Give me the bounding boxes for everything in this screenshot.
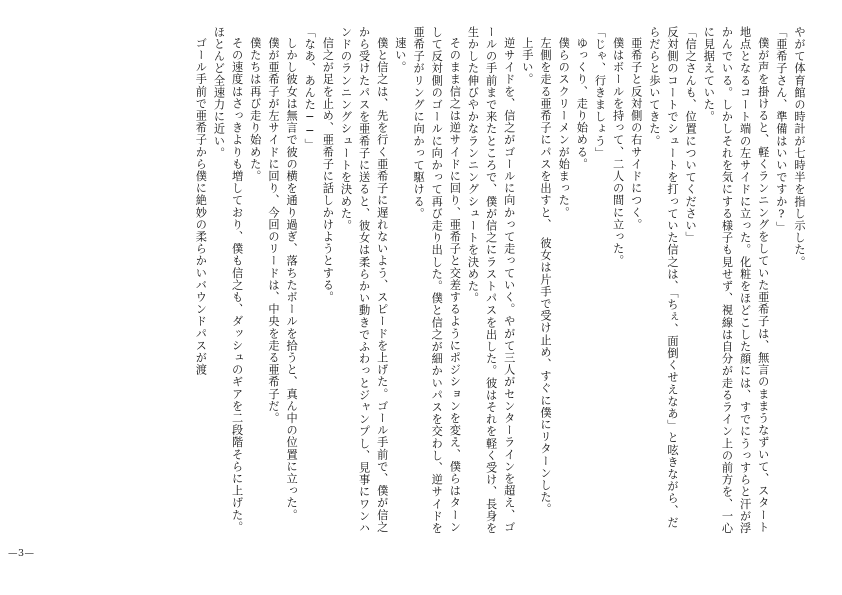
- paragraph: 「亜希子さん、準備はいいですか?」: [774, 26, 788, 234]
- paragraph: 僕が亜希子が左サイドに回り、今回のリードは、中央を走る亜希子だ。: [266, 37, 280, 425]
- paragraph: 僕はボールを持って、二人の間に立った。: [611, 37, 625, 268]
- paragraph: しかし彼女は無言で彼の横を通り過ぎ、落ちたボールを拾うと、真ん中の位置に立った。: [285, 37, 299, 522]
- paragraph: 左側を走る亜希子にパスを出すと、 彼女は片手で受け止め、すぐに僕にリターンした。: [539, 37, 553, 516]
- paragraph: その速度はさっきよりも増しており、僕も信之も、ダッシュのギアを二段階そらに上げた。ほとんど全速力に近い。: [212, 26, 244, 534]
- page-number: —3—: [8, 548, 35, 559]
- paragraph: やがて体育館の時計が七時半を指し示した。: [793, 26, 806, 268]
- paragraph: そのまま信之は逆サイドに回り、亜希子と交差するようにポジションを変え、僕らはターンして反対側のゴールに向かって再び走り出した。僕と信之が細かいパスを交わし、逆サイドを亜希子がリングに向かって駆ける。: [412, 26, 462, 535]
- paragraph: 僕と信之は、先を行く亜希子に遅れないよう、スピードを上げた。ゴール手前で、僕が信之から受けたパスを亜希子に送ると、彼女は柔らかい動きでふわっとジャンプし、見事にワンハンドのランニングシュートを決めた。: [339, 26, 389, 535]
- paragraph: 逆サイドを、信之がゴールに向かって走っていく。やがて三人がセンターラインを超え、ゴールの手前まで来たところで、僕が信之にラストパスを出した。彼はそれを軽く受け、長身を生かした伸びやかなランニングシュートを決めた。: [466, 26, 516, 535]
- paragraph: 信之が足を止め、亜希子に話しかけようとする。: [321, 37, 335, 304]
- paragraph: ゆっくり、走り始める。: [575, 37, 589, 171]
- vertical-text-body: [40, 26, 808, 536]
- paragraph: 「じゃ、行きましょう」: [593, 26, 607, 160]
- paragraph: 「なあ、あんた──」: [303, 26, 317, 151]
- paragraph: 速い。: [393, 37, 407, 74]
- paragraph: 上手い。: [520, 37, 534, 86]
- paragraph: ゴール手前で亜希子から僕に絶妙の柔らかいバウンドパスが渡: [194, 37, 208, 376]
- paragraph: 反対側のコートでシュートを打っていた信之は、「ちぇ、面倒くせえなあ」と呟きながら、だらだらと歩いてきた。: [647, 26, 680, 529]
- paragraph: 「信之さんも、位置についてください」: [684, 26, 698, 244]
- paragraph: 僕たちは再び走り始めた。: [248, 37, 262, 183]
- paragraph: 亜希子と反対側の右サイドにつく。: [629, 37, 643, 231]
- paragraph: 僕が声を掛けると、軽くランニングをしていた亜希子は、無言のままうなずいて、スタート地点となるコート端の左サイドに立った。化粧をほどこした顔には、すでにうっすらと汗が浮かんでいる。しかしそれを気にする様子も見せず、視線は自分が走るライン上の前方を、一心に見据えていた。: [702, 26, 770, 535]
- paragraph: 僕らのスクリーメンが始まった。: [557, 37, 571, 219]
